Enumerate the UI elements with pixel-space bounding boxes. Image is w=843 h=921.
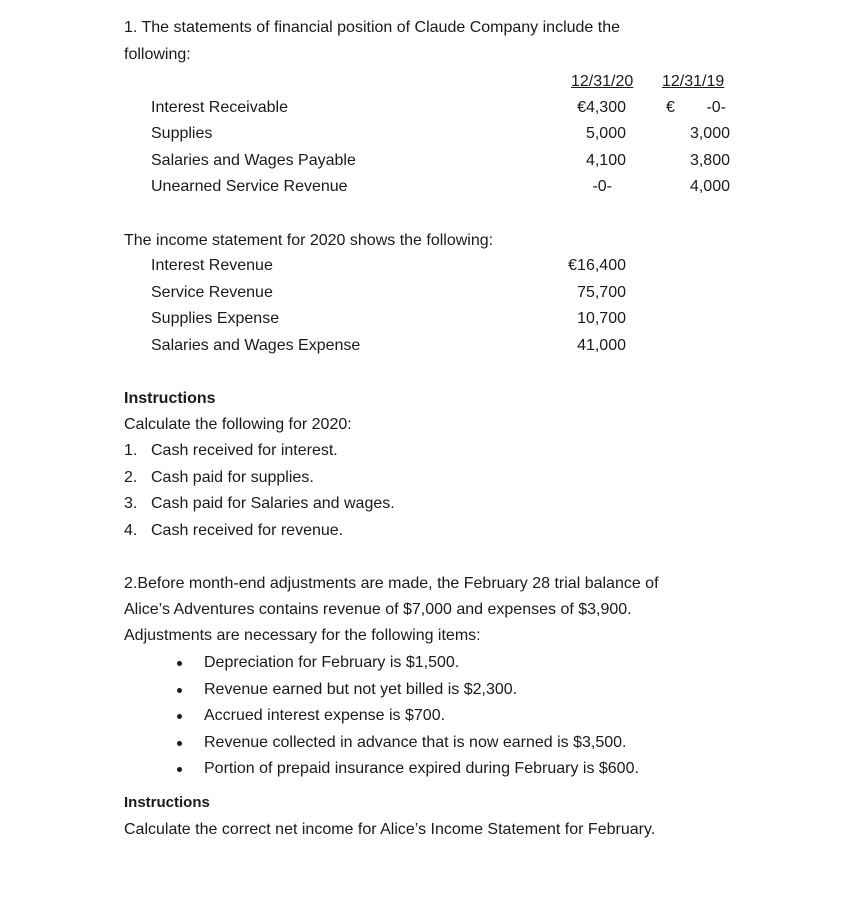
position-row-2019-symbol: € <box>666 99 675 116</box>
task-number: 2. <box>124 469 138 486</box>
position-row-2019: 3,800 <box>689 152 730 169</box>
q1-instructions-heading: Instructions <box>124 390 216 407</box>
q2-instructions-heading: Instructions <box>124 794 210 811</box>
bullet-icon <box>177 714 182 719</box>
position-row-2019: 4,000 <box>689 178 730 195</box>
income-row-value: €16,400 <box>568 257 626 274</box>
bullet-icon <box>177 688 182 693</box>
income-row-value: 41,000 <box>577 337 626 354</box>
adjustment-item: Revenue collected in advance that is now earned is $3,500. <box>204 734 627 751</box>
task-text: Cash paid for Salaries and wages. <box>151 495 395 512</box>
task-number: 4. <box>124 522 138 539</box>
adjustment-item: Revenue earned but not yet billed is $2,300. <box>204 681 518 698</box>
position-row-2019: 3,000 <box>689 125 730 142</box>
income-row-label: Supplies Expense <box>151 310 280 327</box>
position-row-2020: 5,000 <box>585 125 626 142</box>
position-row-2020: 4,100 <box>585 152 626 169</box>
adjustment-item: Depreciation for February is $1,500. <box>204 654 460 671</box>
q2-intro-line2: Alice’s Adventures contains revenue of $7,000 and expenses of $3,900. <box>124 601 632 618</box>
q1-intro-line2: following: <box>124 46 191 63</box>
task-number: 3. <box>124 495 138 512</box>
q2-intro-line3: Adjustments are necessary for the following items: <box>124 627 481 644</box>
col-header-2020: 12/31/20 <box>571 73 634 90</box>
position-row-2019: -0- <box>706 99 726 116</box>
q1-intro-line1: 1. The statements of financial position of Claude Company include the <box>124 19 620 36</box>
income-intro: The income statement for 2020 shows the following: <box>124 232 494 249</box>
q2-intro-line1: 2.Before month-end adjustments are made, the February 28 trial balance of <box>124 575 659 592</box>
bullet-icon <box>177 767 182 772</box>
bullet-icon <box>177 661 182 666</box>
task-text: Cash received for revenue. <box>151 522 344 539</box>
adjustment-item: Accrued interest expense is $700. <box>204 707 446 724</box>
q2-instructions-text: Calculate the correct net income for Alice’s Income Statement for February. <box>124 821 656 838</box>
task-number: 1. <box>124 442 138 459</box>
col-header-2019: 12/31/19 <box>662 73 725 90</box>
income-row-label: Salaries and Wages Expense <box>151 337 361 354</box>
position-row-label: Interest Receivable <box>151 99 288 116</box>
income-row-label: Interest Revenue <box>151 257 273 274</box>
adjustment-item: Portion of prepaid insurance expired during February is $600. <box>204 760 639 777</box>
task-text: Cash paid for supplies. <box>151 469 314 486</box>
position-row-label: Unearned Service Revenue <box>151 178 348 195</box>
q1-instructions-intro: Calculate the following for 2020: <box>124 416 352 433</box>
income-row-label: Service Revenue <box>151 284 273 301</box>
position-row-2020: -0- <box>592 178 612 195</box>
income-row-value: 10,700 <box>577 310 626 327</box>
position-row-2020: €4,300 <box>577 99 626 116</box>
bullet-icon <box>177 741 182 746</box>
task-text: Cash received for interest. <box>151 442 338 459</box>
position-row-label: Supplies <box>151 125 213 142</box>
income-row-value: 75,700 <box>577 284 626 301</box>
position-row-label: Salaries and Wages Payable <box>151 152 356 169</box>
